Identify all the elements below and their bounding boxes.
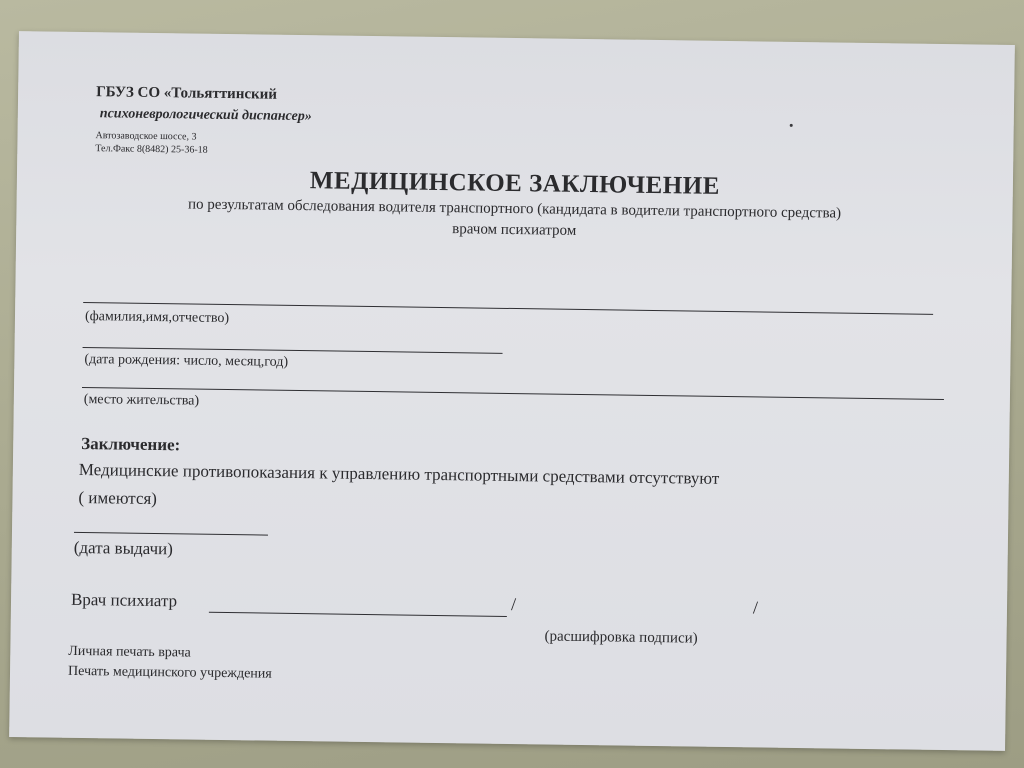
org-address: Автозаводское шоссе, 3 xyxy=(95,130,197,143)
fio-caption: (фамилия,имя,отчество) xyxy=(84,309,230,327)
doctor-signature-label: Врач психиатр xyxy=(70,589,178,611)
birth-date-caption: (дата рождения: число, месяц,год) xyxy=(84,352,289,370)
signature-slash-right: / xyxy=(752,597,759,618)
conclusion-alternative: ( имеются) xyxy=(78,487,158,509)
issue-date-fill-line[interactable] xyxy=(74,532,268,536)
doctor-stamp-label: Личная печать врача xyxy=(68,643,191,661)
residence-caption: (место жительства) xyxy=(83,392,200,409)
paper-speck xyxy=(790,124,793,127)
document-subtitle-examiner: врачом психиатром xyxy=(452,221,577,239)
conclusion-heading: Заключение: xyxy=(81,433,181,455)
residence-fill-line[interactable] xyxy=(82,387,944,400)
document-title: МЕДИЦИНСКОЕ ЗАКЛЮЧЕНИЕ xyxy=(309,167,721,200)
org-name-line2: психоневрологический диспансер» xyxy=(99,106,312,125)
doctor-signature-line[interactable] xyxy=(209,612,507,617)
signature-slash-left: / xyxy=(510,594,517,615)
document-subtitle: по результатам обследования водителя транспортного (кандидата в водители транспортного средства) xyxy=(187,196,842,222)
conclusion-text: Медицинские противопоказания к управлению транспортными средствами отсутствуют xyxy=(78,459,720,488)
signature-decode-caption: (расшифровка подписи) xyxy=(544,628,698,647)
issue-date-caption: (дата выдачи) xyxy=(73,537,174,559)
institution-stamp-label: Печать медицинского учреждения xyxy=(67,663,272,682)
org-phone: Тел.Факс 8(8482) 25-36-18 xyxy=(95,143,208,156)
org-name-line1: ГБУЗ СО «Тольяттинский xyxy=(96,84,278,103)
medical-certificate-sheet xyxy=(9,31,1015,751)
